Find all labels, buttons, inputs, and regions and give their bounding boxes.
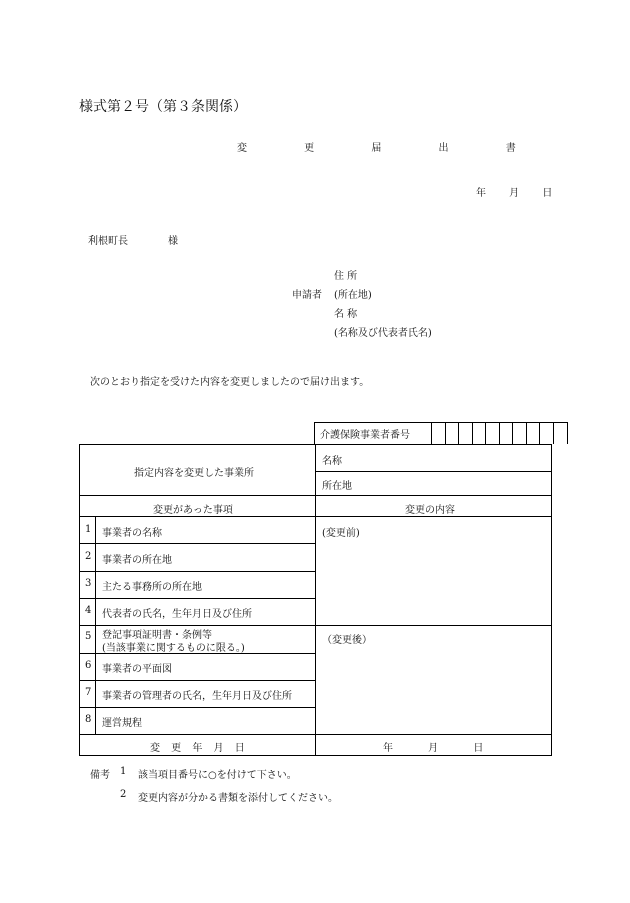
column-header-items: 変更があった事項 bbox=[153, 505, 233, 516]
notes-label: 備考 bbox=[90, 770, 110, 781]
name-sub-label: (名称及び代表者氏名) bbox=[334, 328, 432, 339]
item-number: 7 bbox=[85, 687, 92, 698]
note-number: 2 bbox=[120, 789, 127, 800]
item-number: 6 bbox=[85, 660, 92, 671]
provider-number-table bbox=[314, 422, 568, 444]
table-divider bbox=[80, 571, 315, 572]
name-label: 名 称 bbox=[334, 309, 358, 320]
office-label: 指定内容を変更した事業所 bbox=[134, 468, 254, 479]
item-label: 代表者の氏名，生年月日及び住所 bbox=[102, 609, 252, 620]
provider-number-cell[interactable] bbox=[432, 423, 446, 444]
item-label: 事業者の名称 bbox=[102, 528, 162, 539]
change-table bbox=[79, 444, 552, 756]
item-label: 登記事項証明書・条例等 bbox=[102, 630, 212, 641]
table-divider bbox=[80, 707, 315, 708]
item-label: 主たる事務所の所在地 bbox=[102, 582, 202, 593]
item-number: 4 bbox=[85, 605, 92, 616]
addressee-name: 利根町長 bbox=[88, 236, 128, 247]
item-number: 3 bbox=[85, 578, 92, 589]
provider-number-cell[interactable] bbox=[513, 423, 527, 444]
table-divider bbox=[80, 734, 551, 735]
change-date-label: 変 更 年 月 日 bbox=[150, 743, 245, 754]
item-label-continued: (当該事業に関するものに限る。) bbox=[102, 643, 245, 654]
form-label: 様式第２号（第３条関係） bbox=[79, 99, 247, 115]
item-label: 事業者の所在地 bbox=[102, 555, 172, 566]
provider-number-label: 介護保険事業者番号 bbox=[315, 423, 432, 444]
after-change-label: （変更後） bbox=[322, 635, 372, 646]
table-divider bbox=[80, 598, 315, 599]
note-text: 該当項目番号に○を付けて下さい。 bbox=[138, 770, 297, 781]
table-divider bbox=[315, 471, 552, 472]
addressee bbox=[88, 232, 178, 247]
applicant-block bbox=[292, 267, 432, 343]
item-number: 1 bbox=[85, 524, 92, 535]
document-title: 変 更 届 出 書 bbox=[237, 143, 543, 154]
statement-text: 次のとおり指定を受けた内容を変更しましたので届け出ます。 bbox=[90, 377, 370, 388]
address-label: 住 所 bbox=[334, 271, 358, 282]
table-divider bbox=[80, 516, 551, 517]
submission-date: 年 月 日 bbox=[476, 188, 553, 199]
table-divider bbox=[315, 445, 316, 755]
office-address-label: 所在地 bbox=[322, 481, 352, 492]
item-label: 運営規程 bbox=[102, 718, 142, 729]
address-sub-label: (所在地) bbox=[334, 290, 372, 301]
item-number: 8 bbox=[85, 714, 92, 725]
item-number: 2 bbox=[85, 551, 92, 562]
applicant-label: 申請者 bbox=[292, 290, 322, 301]
table-divider bbox=[80, 680, 315, 681]
before-change-label: (変更前) bbox=[322, 528, 360, 539]
provider-number-cell[interactable] bbox=[500, 423, 514, 444]
table-divider bbox=[80, 495, 551, 496]
provider-number-cell[interactable] bbox=[540, 423, 554, 444]
provider-number-cell[interactable] bbox=[554, 423, 568, 444]
item-label: 事業者の管理者の氏名，生年月日及び住所 bbox=[102, 691, 292, 702]
provider-number-cell[interactable] bbox=[486, 423, 500, 444]
item-label: 事業者の平面図 bbox=[102, 664, 172, 675]
note-number: 1 bbox=[120, 766, 127, 777]
item-number: 5 bbox=[85, 631, 92, 642]
table-divider bbox=[80, 543, 315, 544]
addressee-honorific: 様 bbox=[168, 236, 178, 247]
office-name-label: 名称 bbox=[322, 456, 342, 467]
provider-number-cell[interactable] bbox=[459, 423, 473, 444]
column-header-content: 変更の内容 bbox=[405, 505, 455, 516]
note-text: 変更内容が分かる書類を添付してください。 bbox=[138, 793, 338, 804]
provider-number-cell[interactable] bbox=[446, 423, 460, 444]
provider-number-cell[interactable] bbox=[527, 423, 541, 444]
change-date-value: 年 月 日 bbox=[383, 743, 484, 754]
provider-number-cell[interactable] bbox=[473, 423, 487, 444]
